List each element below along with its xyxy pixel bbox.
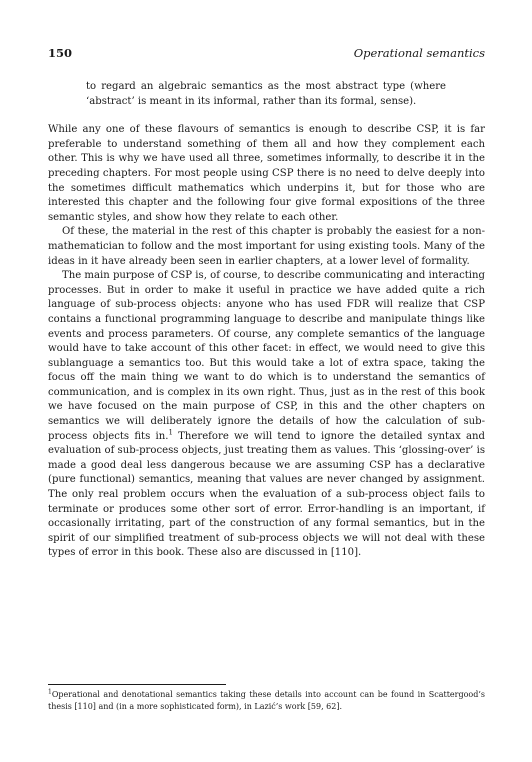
footnote-reference: 1 <box>168 428 173 437</box>
main-text <box>48 80 485 561</box>
paragraph-1: While any one of these flavours of semantics is enough to describe CSP, it is far preferable to understand something of them all and how they complement each other. This is why we have used all three, sometimes informally, to describe it in the preceding chapters. For most people using CSP there is no need to delve deeply into the sometimes difficult mathematics which underpins it, but for those who are interested this chapter and the following four give formal expositions of the three semantic styles, and show how they relate to each other. <box>48 124 485 223</box>
page-header <box>48 46 485 60</box>
footnote-rule <box>48 684 226 685</box>
footnote-text: Operational and denotational semantics taking these details into account can be found in Scattergood’s thesis [110] and (in a more sophisticated form), in Lazić’s work [59, 62]. <box>48 690 485 711</box>
quote-block: to regard an algebraic semantics as the most abstract type (where ‘abstract’ is meant in its informal, rather than its formal, sense). <box>86 81 446 107</box>
footnote <box>48 689 485 712</box>
paragraph-2: Of these, the material in the rest of this chapter is probably the easiest for a non-mathematician to follow and the most important for using existing tools. Many of the ideas in it have already been seen in earlier chapters, at a lower level of formality. <box>48 226 485 267</box>
page-number: 150 <box>48 46 73 60</box>
paragraph-3 <box>48 269 485 561</box>
footnote-number: 1 <box>48 688 52 696</box>
paragraph-3-text: The main purpose of CSP is, of course, to describe communicating and interacting processes. But in order to make it useful in practice we have added quite a rich language of sub-process objects: anyone who has used FDR will realize that CSP contains a functional programming language to describe and manipulate things like events and process parameters. Of course, any complete semantics of the language would have to take account of this other facet: in effect, we would need to give this sublanguage a semantics too. But this would take a lot of extra space, taking the focus off the main thing we want to do which is to understand the semantics of communication, and is complex in its own right. Thus, just as in the rest of this book we have focused on the main purpose of CSP, in this and the other chapters on semantics we will deliberately ignore the details of how the calculation of sub-process objects fits in. <box>48 270 485 442</box>
paragraph-3-continuation: Therefore we will tend to ignore the detailed syntax and evaluation of sub-process objects, just treating them as values. This ‘glossing-over’ is made a good deal less dangerous because we are assuming CSP has a declarative (pure functional) semantics, meaning that values are never changed by assignment. The only real problem occurs when the evaluation of a sub-process object fails to terminate or produces some other sort of error. Error-handling is an important, if occasionally irritating, part of the construction of any formal semantics, but in the spirit of our simplified treatment of sub-process objects we will not deal with these types of error in this book. These also are discussed in [110]. <box>48 430 485 559</box>
running-title: Operational semantics <box>353 46 485 60</box>
